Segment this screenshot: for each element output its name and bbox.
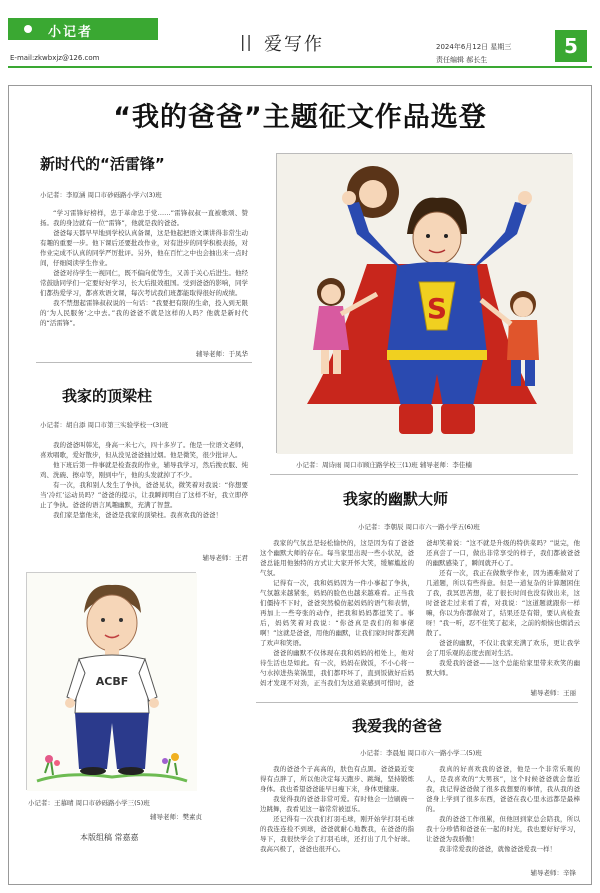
article-byline: 小记者：李晨旭 周口市六一路小学二(5)班 — [360, 749, 482, 757]
paragraph: 爸爸对待学生一视同仁，既不偏向优等生，又善于关心后进生。他经常鼓励同学们一定要好好学习，长大后报效祖国。受到爸爸的影响，同学们都热爱学习，都喜欢语文课，每次考试我们班都能取得很好的成绩。 — [40, 269, 248, 297]
divider — [36, 362, 252, 363]
article-teacher: 辅导老师：于凤华 — [196, 350, 248, 358]
dad-portrait-illustration — [27, 573, 197, 791]
header-editor: 责任编辑 郝长生 — [436, 56, 488, 64]
article-title: 我家的幽默大师 — [343, 490, 449, 508]
column-badge — [8, 18, 158, 40]
svg-text:S: S — [426, 292, 448, 325]
column-name: 小记者 — [48, 25, 94, 40]
article-teacher: 辅导老师：王丽 — [530, 689, 576, 697]
paragraph: 还记得有一次我们打羽毛球，刚开始学打羽毛球的我连连捡不到球，爸爸就耐心地教我，在爸爸的指导下，我很快学会了打羽毛球，还打出了几个好球。我高兴极了，爸爸也很开心。 — [260, 815, 414, 853]
article-body — [260, 538, 580, 688]
paragraph: 我们家是靠他来，爸爸是我家的顶梁柱。我喜欢我的爸爸！ — [53, 511, 222, 519]
paragraph: 爸爸的幽默不仅体现在我和妈妈的相处上，他对待生活也是如此。有一次，妈妈在做饭，不小心将一勺水掉进热菜锅里，我们都吓坏了，直到饭做好后妈妈才发现不对劲，正当我们为这道菜感到可惜时，爸爸却笑着说：“这不就是升级的特供菜吗？”说完，他还真尝了一口，做出非常享受的样子，我们都被爸爸的幽默感染了，瞬间就开心了。 — [260, 539, 580, 687]
paragraph: 我的爸爸个子高高的，肤色有点黑。爸爸最近变得有点胖了，所以他决定每天跑步、跳绳，坚持锻炼身体。我也希望爸爸能早日瘦下来，身体更健康。 — [260, 765, 414, 793]
page-number: 5 — [555, 30, 587, 62]
paragraph: 有一次，我和别人发生了争执，爸爸见状，微笑着对我说：“你想要当‘冷红’运动员吗？”爸爸的提示，让我瞬间明白了这样不好，我立即停止了争执。爸爸的语言风趣幽默，充满了智慧。 — [40, 481, 248, 509]
superhero-illustration — [277, 154, 573, 454]
drawing-caption: 小记者：周诗雨 周口市顾庄路学校三(1)班 辅导老师：李佳楠 — [296, 461, 472, 469]
paragraph: 我的爸爸工作很累，但他回到家总会陪我，所以我十分珍惜和爸爸在一起的时光，我也要好好学习，让爸爸为我骄傲！ — [426, 815, 580, 843]
divider — [270, 474, 578, 475]
article-title: 我家的顶梁柱 — [62, 387, 153, 405]
header-separator: || — [240, 32, 253, 51]
superhero-drawing — [276, 153, 572, 453]
divider — [256, 702, 578, 703]
article-body — [40, 440, 248, 550]
paragraph: 爸爸的幽默，不仅让我家充满了欢乐，更让我学会了用乐观的态度去面对生活。 — [426, 639, 580, 657]
article-byline: 小记者：李原涵 周口市砂砾路小学六(3)班 — [40, 191, 162, 199]
drawing-teacher: 辅导老师：樊素贞 — [150, 813, 202, 821]
paragraph: 我不禁想起雷锋叔叔说的一句话：“我要把有限的生命，投入到无限的‘为人民服务’之中去。”我的爸爸不就是这样的人吗？他就是新时代的“活雷锋”。 — [40, 299, 248, 327]
article-byline: 小记者：胡自添 周口市第三实验学校一(3)班 — [40, 421, 169, 429]
paragraph: 记得有一次，我和妈妈因为一件小事起了争执，气氛越来越紧张，妈妈的脸色也越来越难看。正当我们僵持不下时，爸爸突然模仿起妈妈的语气和表情，再加上一些夸张的动作，把我和妈妈都逗笑了。事后，妈妈笑着对我说：“你爸真是我们的和事佬啊！”这就是爸爸，用他的幽默，让我们家时时都充满了欢声和笑语。 — [260, 579, 414, 647]
dad-portrait-drawing — [26, 572, 196, 790]
main-title: “我的爸爸”主题征文作品选登 — [113, 102, 487, 133]
paragraph: 爸爸每天都早早地到学校认真备课，这是他起把语文课讲得非常生动有趣的重要一步。他下课后还要批改作业，对有进步的同学积极表扬，对作业完成不认真的同学严厉批评。另外，他在百忙之中也会抽出来一点时间，仔细阅读学生作业。 — [40, 229, 248, 267]
article-title: 我爱我的爸爸 — [352, 717, 443, 735]
paragraph: 我的爸爸叫韩光，身高一米七六，四十多岁了。他是一位语文老师，喜欢唱歌，爱好散步，但从没见爸爸抽过烟。他是微笑，很少批评人。 — [40, 441, 248, 459]
header-rule — [8, 66, 592, 68]
article-title: 新时代的“活雷锋” — [40, 155, 165, 173]
paragraph: “学习雷锋好榜样，忠于革命忠于党……”雷锋叔叔一直被歌颂、赞扬。我的身边就有一位“雷锋”，他就是我的爸爸。 — [40, 209, 248, 227]
section-title: 爱写作 — [264, 34, 324, 55]
drawing-caption: 小记者：王慕晴 周口市砂砾路小学三(5)班 — [28, 799, 150, 807]
article-body — [40, 208, 248, 344]
paragraph: 我家的气氛总是轻松愉快的，这是因为有了爸爸这个幽默大师的存在。每当家里出现一些小状况，爸爸总能用他独特的方式让大家开怀大笑，缓解尴尬的气氛。 — [260, 539, 414, 577]
article-body — [260, 764, 580, 868]
paragraph: 他下班后第一件事就是检查我的作业，辅导我学习，然后挽衣服、炖鸡、洗碗、擦卓等，刚到中午，他的头发就掉了不少。 — [40, 461, 248, 479]
article-teacher: 辅导老师：辛锋 — [530, 869, 576, 877]
paragraph: 我觉得我的爸爸非常可爱。有时他会一边刷碗一边跳舞，我看见这一幕常常被逗乐。 — [260, 795, 414, 813]
header-date: 2024年6月12日 星期三 — [436, 43, 512, 51]
shirt-lettering: ACBF — [95, 675, 129, 688]
paragraph: 我真的好喜欢我的爸爸，他是一个非常乐观的人，是我喜欢的“大男孩”，这个时候爸爸就会靠近我，我记得爸爸做了很多我想要的事情，我从我的爸爸身上学到了很多东西，爸爸在我心里永远都是最棒的。 — [426, 765, 580, 813]
header-email: E-mail:zkwbxjz@126.com — [10, 54, 100, 62]
page-credit: 本版组稿 常嘉嘉 — [80, 833, 139, 842]
paragraph: 我爱我的爸爸——这个总能给家里带来欢笑的幽默大师。 — [426, 659, 580, 677]
article-teacher: 辅导老师：王君 — [202, 554, 248, 562]
paragraph: 还有一次，我正在做数学作业，因为遇难做对了几道题，所以有些得意。但是一道复杂的计算题困住了我，我冥思苦想，花了很长时间也没有做出来，这时爸爸走过来看了看，对我说：“这道题就跟你一样嘛，你以为你都做对了，结果还是有错，要认真检查呀！”我一听，忍不住笑了起来，之前的烦恼也烟消云散了。 — [426, 569, 580, 637]
paragraph: 我非常爱我的爸爸，就像爸爸爱我一样！ — [439, 845, 556, 853]
article-byline: 小记者：李朝辰 周口市六一路小学五(6)班 — [358, 523, 480, 531]
badge-dot-icon — [24, 25, 32, 33]
